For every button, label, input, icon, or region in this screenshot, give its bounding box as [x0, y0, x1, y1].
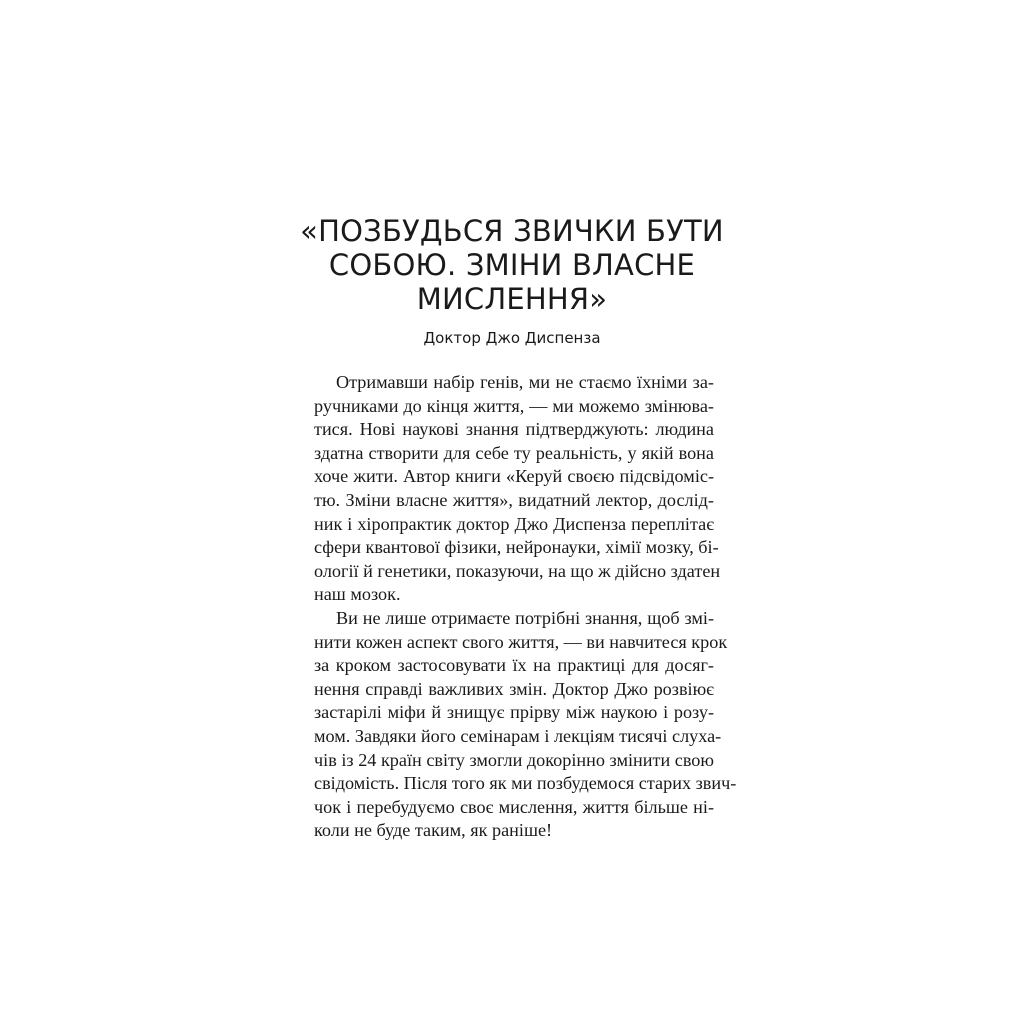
text-line: сфери квантової фізики, нейронауки, хімії мозку, бі- [314, 537, 719, 558]
text-line: нити кожен аспект свого життя, — ви навчитеся крок [314, 631, 728, 652]
text-line: ручниками до кінця життя, — ми можемо змінюва- [314, 395, 714, 416]
text-line: мом. Завдяки його семінарам і лекціям тисячі слуха- [314, 725, 722, 746]
heading-line: СОБОЮ. ЗМІНИ ВЛАСНЕ [328, 248, 696, 282]
text-line: свідомість. Після того як ми позбудемося старих звич- [314, 773, 737, 794]
author-name: Доктор Джо Диспенза [423, 329, 601, 347]
text-line: тися. Нові наукові знання підтверджують: людина [314, 419, 714, 440]
text-line: здатна створити для себе ту реальність, у якій вона [314, 442, 714, 463]
text-line: ології й генетики, показуючи, на що ж дійсно здатен [314, 560, 721, 581]
text-line: нення справді важливих змін. Доктор Джо розвіює [314, 678, 714, 699]
text-line: Отримавши набір генів, ми не стаємо їхніми за- [336, 372, 714, 392]
heading-line: «ПОЗБУДЬСЯ ЗВИЧКИ БУТИ [300, 214, 724, 248]
text-line: тю. Зміни власне життя», видатний лектор, дослід- [314, 489, 714, 510]
text-line: Ви не лише отримаєте потрібні знання, щоб змі- [336, 607, 714, 628]
quote-heading [240, 214, 784, 316]
text-line: ник і хіропрактик доктор Джо Диспенза переплітає [314, 513, 714, 534]
text-line: за кроком застосовувати їх на практиці для досяг- [314, 655, 714, 676]
text-line: хоче жити. Автор книги «Керуй своєю підсвідоміс- [314, 466, 714, 487]
text-line: чок і перебудуємо своє мислення, життя більше ні- [314, 796, 714, 817]
body-text [314, 371, 737, 843]
heading-line: МИСЛЕННЯ» [416, 282, 608, 316]
text-line: чів із 24 країн світу змогли докорінно змінити свою [314, 749, 714, 770]
paragraph [314, 607, 737, 843]
text-line: наш мозок. [314, 584, 401, 605]
paragraph [314, 371, 721, 607]
text-line: застарілі міфи й знищує прірву між наукою і розу- [314, 702, 714, 723]
text-line: коли не буде таким, як раніше! [314, 820, 553, 841]
